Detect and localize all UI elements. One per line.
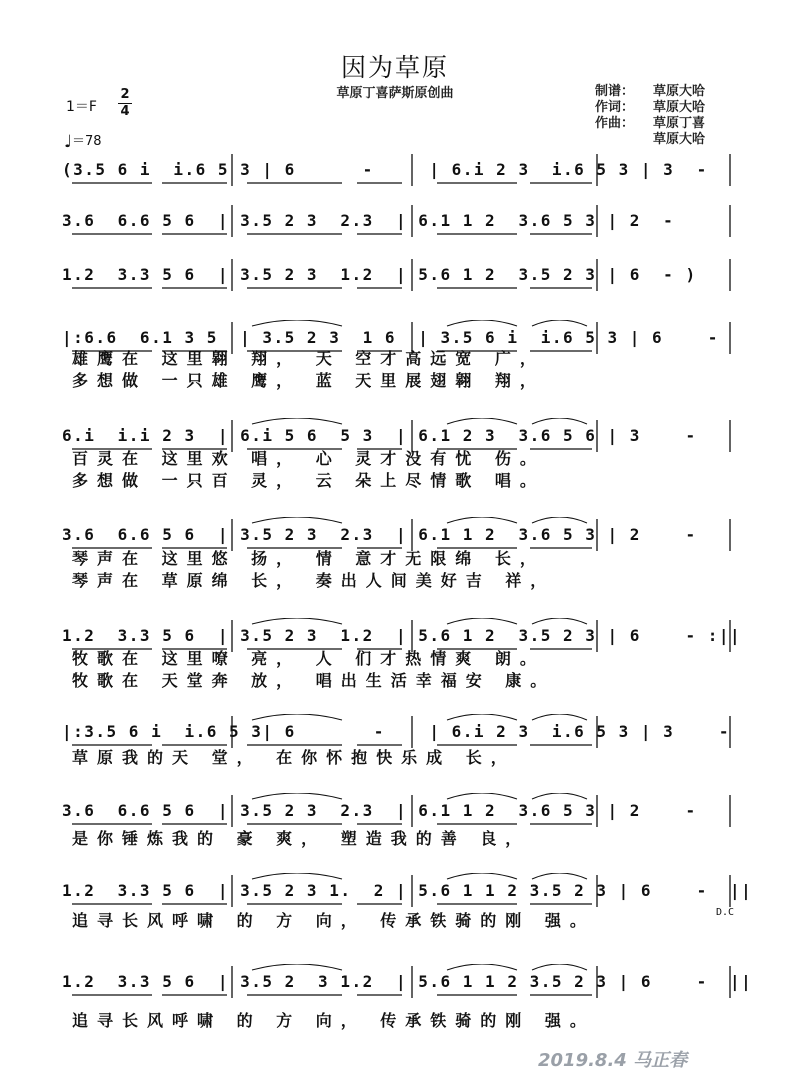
notation-text: 6.i i.i 2 3 | 6.i 5 6 5 3 | 6.1 2 3 3.6 5 6 | 3 - [62, 426, 697, 445]
lyric-line: 是你锤炼我的 豪 爽， 塑造我的善 良， [72, 829, 531, 848]
lyric-line: 追寻长风呼啸 的 方 向， 传承铁骑的刚 强。 [72, 911, 595, 930]
song-title: 因为草原 [340, 53, 449, 82]
notation-text: 1.2 3.3 5 6 | 3.5 2 3 1. 2 | 5.6 1 1 2 3.5 2 3 | 6 - || [62, 881, 753, 900]
slur [447, 964, 517, 970]
slur [447, 320, 517, 326]
song-subtitle: 草原丁喜萨斯原创曲 [336, 86, 454, 101]
credit-composer: 作曲： 草原丁喜 [595, 116, 706, 131]
slur [252, 873, 342, 879]
lyric-line: 琴声在 草原绵 长， 奏出人间美好吉 祥， [72, 571, 556, 590]
tempo-marking: ♩＝78 [64, 132, 102, 152]
quarter-note-icon: ♩ [64, 132, 73, 152]
notation-text: 1.2 3.3 5 6 | 3.5 2 3 1.2 | 5.6 1 2 3.5 2 3 | 6 - ) [62, 265, 697, 284]
notation-text: 1.2 3.3 5 6 | 3.5 2 3 1.2 | 5.6 1 2 3.5 2 3 | 6 - :|| [62, 626, 742, 645]
slur [252, 714, 342, 720]
slur [447, 418, 517, 424]
lyric-line: 琴声在 这里悠 扬， 情 意才无限绵 长， [72, 549, 545, 568]
lyric-line: 牧歌在 天堂奔 放， 唱出生活幸福安 康。 [72, 671, 556, 690]
score-line [62, 152, 742, 192]
slur [532, 320, 587, 326]
key-signature: 1＝F [66, 99, 97, 115]
slur [532, 964, 587, 970]
score-line [62, 203, 742, 243]
notation-text: (3.5 6 i i.6 5 3 | 6 - | 6.i 2 3 i.6 5 3 | 3 - [62, 160, 708, 179]
lyric-line: 百灵在 这里欢 唱， 心 灵才没有忧 伤。 [72, 449, 545, 468]
slur [252, 964, 342, 970]
dc-marking: D.C [716, 907, 735, 918]
slur [447, 618, 517, 624]
notation-text: 3.6 6.6 5 6 | 3.5 2 3 2.3 | 6.1 1 2 3.6 5 3 | 2 - [62, 211, 675, 230]
score-line [62, 964, 753, 1004]
slur [532, 873, 587, 879]
slur [532, 714, 587, 720]
score-line [62, 257, 742, 297]
slur [532, 517, 587, 523]
notation-text: 3.6 6.6 5 6 | 3.5 2 3 2.3 | 6.1 1 2 3.6 5 3 | 2 - [62, 525, 697, 544]
lyric-line: 追寻长风呼啸 的 方 向， 传承铁骑的刚 强。 [72, 1011, 595, 1030]
notation-text: 1.2 3.3 5 6 | 3.5 2 3 1.2 | 5.6 1 1 2 3.5 2 3 | 6 - || [62, 972, 753, 991]
slur [252, 517, 342, 523]
slur [252, 320, 342, 326]
notation-text: 3.6 6.6 5 6 | 3.5 2 3 2.3 | 6.1 1 2 3.6 5 3 | 2 - [62, 801, 697, 820]
slur [532, 618, 587, 624]
slur [252, 793, 342, 799]
slur [252, 618, 342, 624]
slur [447, 517, 517, 523]
score-line [62, 873, 753, 913]
time-signature: 2 4 [118, 88, 132, 119]
credits-block [595, 84, 785, 148]
lyric-line: 多想做 一只雄 鹰， 蓝 天里展翅翱 翔， [72, 371, 545, 390]
lyric-line: 雄鹰在 这里翱 翔， 天 空才高远宽 广， [72, 349, 545, 368]
slur [532, 418, 587, 424]
credit-composer-2: 草原大哈 [653, 132, 706, 147]
lyric-line: 草原我的天 堂， 在你怀抱快乐成 长， [72, 748, 516, 767]
notation-text: |:6.6 6.1 3 5 | 3.5 2 3 1 6 | 3.5 6 i i.6 5 3 | 6 - [62, 328, 719, 347]
slur [532, 793, 587, 799]
lyric-line: 多想做 一只百 灵， 云 朵上尽情歌 唱。 [72, 471, 545, 490]
signature: 2019.8.4 马正春 [538, 1050, 688, 1071]
slur [447, 873, 517, 879]
slur [252, 418, 342, 424]
slur [447, 714, 517, 720]
lyric-line: 牧歌在 这里嘹 亮， 人 们才热情爽 朗。 [72, 649, 545, 668]
credit-arranger: 制谱： 草原大哈 [595, 84, 706, 99]
credit-lyricist: 作词： 草原大哈 [595, 100, 706, 115]
slur [447, 793, 517, 799]
notation-text: |:3.5 6 i i.6 5 3| 6 - | 6.i 2 3 i.6 5 3 | 3 - [62, 722, 730, 741]
